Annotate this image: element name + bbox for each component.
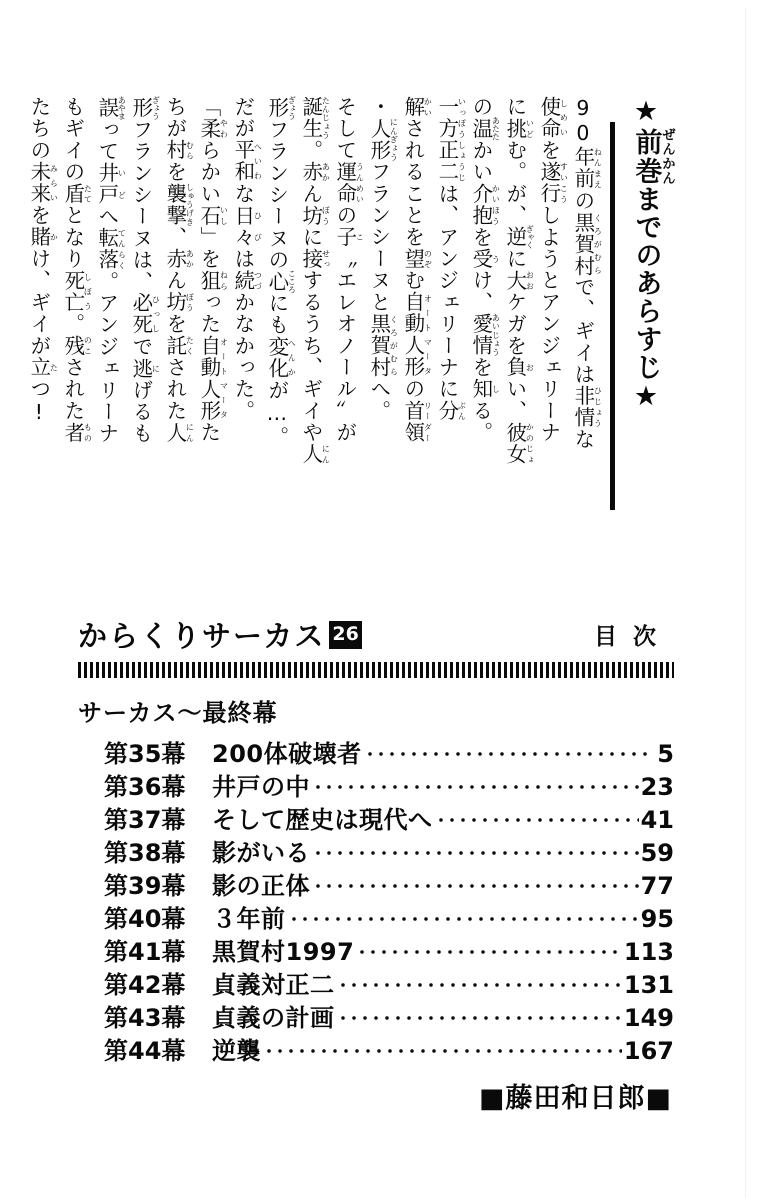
toc-entry-page: 167 <box>623 1037 674 1065</box>
synopsis-vertical-rule <box>610 122 615 510</box>
toc-entry-title: 黒賀村1997 <box>212 938 355 966</box>
toc-entry[interactable] <box>104 833 674 866</box>
toc-entry-page: 77 <box>640 872 674 900</box>
synopsis-column: 一方いっぽう正二しょうじは、アンジェリーナに分ぶん <box>434 96 467 422</box>
toc-dot-leader <box>368 738 650 762</box>
toc-dot-leader <box>341 969 622 993</box>
striped-divider <box>78 662 674 678</box>
toc-entry[interactable] <box>104 866 674 899</box>
synopsis-column: 形ぎょうフランシーヌの心こころにも変化へんかが…。 <box>264 96 297 448</box>
toc-entry-number: 第36幕 <box>104 773 186 801</box>
toc-dot-leader <box>316 771 639 795</box>
toc-entry-page: 59 <box>640 839 674 867</box>
volume-badge: 26 <box>329 621 361 649</box>
toc-dot-leader <box>316 870 639 894</box>
synopsis-column: 「柔やわらかい石いし」を狙ねらった自動人形オートマータた <box>196 96 229 444</box>
synopsis-column: ・人形にんぎょうフランシーヌと黒賀村くろがむらへ。 <box>366 96 399 422</box>
toc-entry-number: 第42幕 <box>104 971 186 999</box>
series-title-text: からくりサーカス <box>78 619 326 653</box>
synopsis-block <box>26 96 675 516</box>
toc-entry-title: 貞義対正二 <box>212 971 335 999</box>
toc-entry-number: 第37幕 <box>104 806 186 834</box>
toc-entry-number: 第41幕 <box>104 938 186 966</box>
synopsis-column: 形ぎょうフランシーヌは、必死ひっしで逃にげるも <box>128 96 161 445</box>
toc-entry[interactable] <box>104 998 674 1031</box>
toc-entry-number: 第39幕 <box>104 872 186 900</box>
toc-list <box>78 693 674 1064</box>
toc-entry-title: 影がいる <box>212 839 310 867</box>
synopsis-column: 解かいされることを望のぞむ自動人形オートマータの首領リーダー <box>400 96 433 444</box>
toc-header-row <box>78 614 672 655</box>
synopsis-columns <box>24 96 602 516</box>
toc-entry-page: 5 <box>657 740 674 768</box>
toc-entry[interactable] <box>104 800 674 833</box>
toc-dot-leader <box>316 837 639 861</box>
toc-entry-page: 149 <box>623 1004 674 1032</box>
toc-entry-title: 影の正体 <box>212 872 310 900</box>
synopsis-column: 誤あやまって井戸いどへ転落てんらく。アンジェリーナ <box>94 96 127 445</box>
synopsis-column: だが平和へいわな日々ひびは続つづかなかった。 <box>230 96 263 422</box>
toc-entry-number: 第35幕 <box>104 740 186 768</box>
toc-entry-number: 第44幕 <box>104 1037 186 1065</box>
synopsis-column: そして運命うんめいの子こ〝エレオノール〟が <box>332 96 365 444</box>
synopsis-column: たちの未来みらいを賭かけ、ギイが立たつ! <box>26 96 59 426</box>
toc-entry-number: 第38幕 <box>104 839 186 867</box>
toc-entry[interactable] <box>104 932 674 965</box>
toc-dot-leader <box>439 804 639 828</box>
toc-entry-page: 131 <box>623 971 674 999</box>
author-signature: ■藤田和日郎■ <box>478 1083 672 1114</box>
toc-dot-leader <box>292 903 639 927</box>
toc-entry-number: 第40幕 <box>104 905 186 933</box>
synopsis-column: 90年前ねんまえの黒賀村くろがむらで、ギイは非情ひじょうな <box>570 96 603 451</box>
synopsis-column: 誕生たんじょう。赤あかん坊ぼうに接せっするうち、ギイや人にん <box>298 96 331 465</box>
toc-entry-page: 23 <box>640 773 674 801</box>
toc-entry[interactable] <box>104 965 674 998</box>
toc-entry-title: ３年前 <box>212 905 286 933</box>
toc-dot-leader <box>341 1002 622 1026</box>
synopsis-column: もギイの盾たてとなり死亡しぼう。残のこされた者もの <box>60 96 93 444</box>
synopsis-column: ちが村むらを襲撃しゅうげき、赤あかん坊ぼうを託たくされた人にん <box>162 96 195 444</box>
toc-entry-number: 第43幕 <box>104 1004 186 1032</box>
series-title <box>78 614 362 655</box>
toc-entry-page: 113 <box>623 938 674 966</box>
synopsis-column: に挑いどむ。が、逆ぎゃくに大おおケガを負おい、彼女かのじょ <box>502 96 535 465</box>
toc-entry[interactable] <box>104 899 674 932</box>
toc-dot-leader <box>267 1035 622 1059</box>
toc-entry[interactable] <box>104 734 674 767</box>
toc-entry[interactable] <box>104 1031 674 1064</box>
toc-entry-title: 井戸の中 <box>212 773 310 801</box>
toc-entry-title: 貞義の計画 <box>212 1004 335 1032</box>
synopsis-heading: ★前巻ぜんかんまでのあらすじ★ <box>630 96 675 413</box>
toc-entry-page: 95 <box>640 905 674 933</box>
toc-entry-title: 逆襲 <box>212 1037 261 1065</box>
synopsis-column: の温あたたかい介抱かいほうを受うけ、愛情あいじょうを知しる。 <box>468 96 501 444</box>
toc-label: 目次 <box>594 624 672 650</box>
toc-entry-title: そして歴史は現代へ <box>212 806 433 834</box>
toc-dot-leader <box>360 936 622 960</box>
toc-entry-page: 41 <box>640 806 674 834</box>
toc-section-heading: サーカス〜最終幕 <box>78 699 278 727</box>
synopsis-column: 使命しめいを遂行すいこうしようとアンジェリーナ <box>536 96 569 444</box>
page-edge-artifact <box>745 8 746 1198</box>
toc-entry[interactable] <box>104 767 674 800</box>
toc-entry-title: 200体破壊者 <box>212 740 362 768</box>
